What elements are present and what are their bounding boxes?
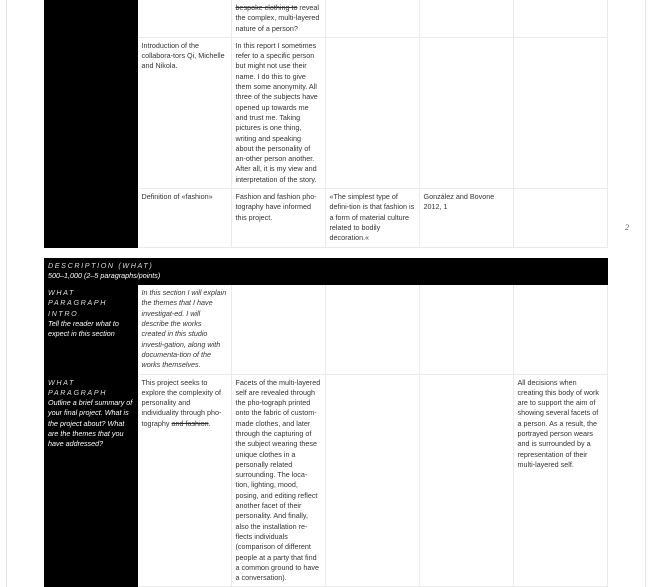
row-instruction: Tell the reader what to expect in this section <box>48 319 119 339</box>
table-cell <box>419 374 513 587</box>
upper-table <box>44 0 608 248</box>
table-cell <box>325 37 419 188</box>
section-header <box>44 258 607 285</box>
black-label-cell <box>44 374 137 587</box>
table-cell <box>419 37 513 188</box>
row-heading: WHAT PARAGRAPH <box>48 288 107 308</box>
black-label-cell <box>44 0 137 247</box>
section-subtitle: 500–1,000 (2–5 paragraphs/points) <box>48 270 161 280</box>
table-row <box>44 374 607 587</box>
table-cell: All decisions when creating this body of work are to support the aim of showing several facets of a person. As a result, the portrayed person wears and is surrounded by a representation of their multi-layered self. <box>513 374 607 587</box>
table-cell <box>325 285 419 374</box>
table-row <box>44 285 607 374</box>
section-title: DESCRIPTION (WHAT) <box>48 260 154 270</box>
table-cell <box>231 0 325 37</box>
table-cell: «The simplest type of defini-tion is that fashion is a form of material culture related to bodily decoration.« <box>325 189 419 247</box>
table-cell <box>513 0 607 37</box>
table-cell <box>325 374 419 587</box>
table-cell <box>419 285 513 374</box>
row-heading: INTRO <box>48 308 79 318</box>
cell-text: . <box>208 418 211 428</box>
cell-text: reveal the complex, multi-layered nature of a person? <box>235 3 320 33</box>
table-cell <box>325 0 419 37</box>
row-heading: WHAT PARAGRAPH <box>48 377 107 397</box>
black-label-cell <box>44 285 137 374</box>
section-header-cell <box>44 258 607 285</box>
table-cell <box>137 374 231 587</box>
table-cell <box>513 37 607 188</box>
struck-text: bespoke clothing to <box>235 3 298 12</box>
table-cell <box>231 285 325 374</box>
table-cell: Introduction of the collabora-tors Qi, Michelle and Nikola. <box>137 37 231 188</box>
table-cell: Definition of «fashion» <box>137 189 231 247</box>
table-cell <box>513 285 607 374</box>
row-instruction: Outline a brief summary of your final project. What is the project about? What are the themes that you have addressed? <box>48 398 133 449</box>
table-row <box>44 0 607 37</box>
table-cell: In this report I sometimes refer to a specific person but might not use their name. I do this to give them some anonymity. All three of the subjects have opened up towards me and trust me. Taking pictures is one thing, writing and speaking about the personality of an-other person another. After all, it is my view and interpretation of the story. <box>231 37 325 188</box>
table-cell: González and Bovone 2012, 1 <box>419 189 513 247</box>
table-cell: Facets of the multi-layered self are revealed through the pho-tograph printed onto the fabric of custom-made clothes, and later through the capturing of the subject wearing these unique clothes in a personally related surrounding. The loca-tion, lighting, mood, posing, and editing reflect another facet of their personality. And finally, also the installation re-flects individuals (comparison of different people at a party that find a common ground to have a conversation). <box>231 374 325 587</box>
table-cell <box>137 0 231 37</box>
description-table <box>44 258 608 587</box>
table-cell <box>513 189 607 247</box>
table-cell: Fashion and fashion pho-tography have informed this project. <box>231 189 325 247</box>
cell-text: This project seeks to explore the complexity of personality and individuality through pho-tography <box>141 377 222 428</box>
table-cell <box>419 0 513 37</box>
table-cell: In this section I will explain the themes that I have investigat-ed. I will describe the works created in this studio investi-gation, along with documenta-tion of the works themselves. <box>137 285 231 374</box>
page-number: 2 <box>625 223 629 232</box>
struck-text: and fashion <box>171 418 209 428</box>
